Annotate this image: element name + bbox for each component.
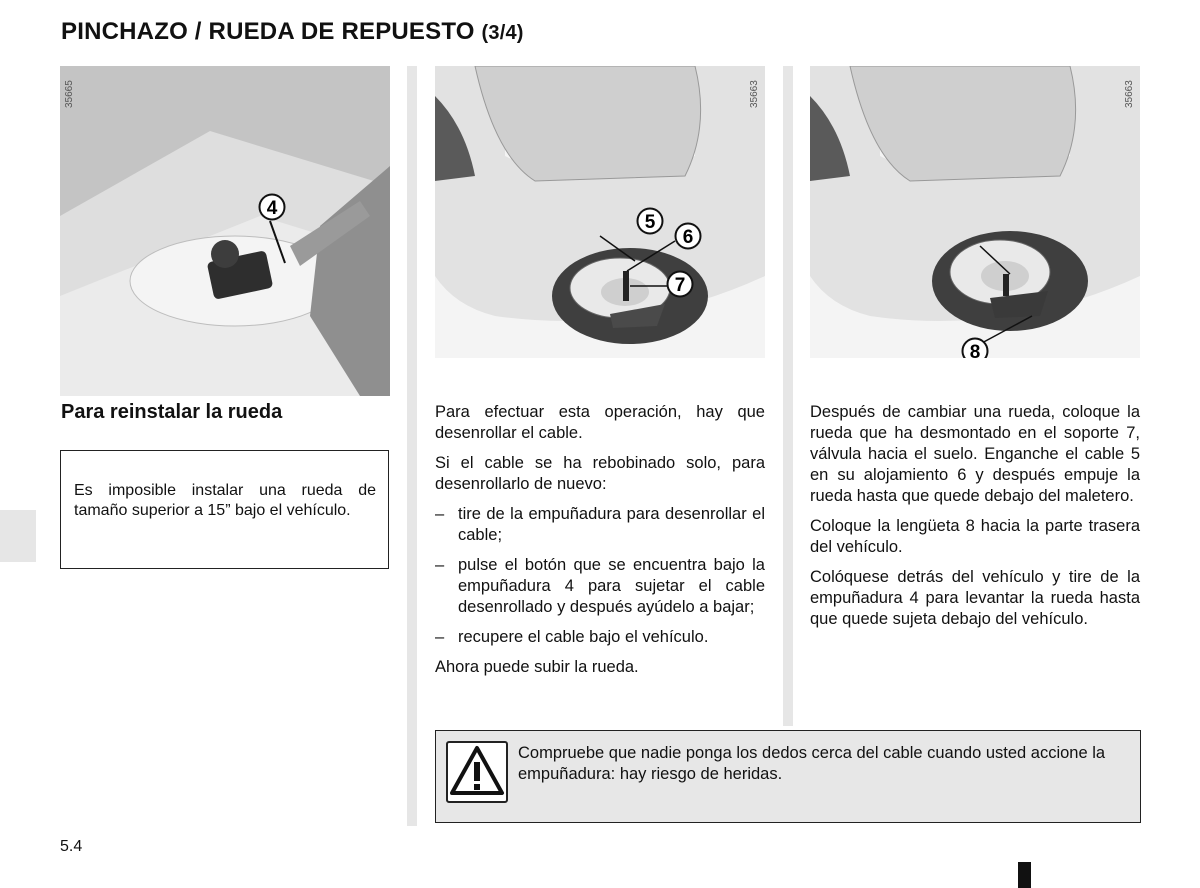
column-divider-1 xyxy=(407,66,417,826)
page-title: PINCHAZO / RUEDA DE REPUESTO (3/4) xyxy=(61,18,524,45)
warning-box xyxy=(435,730,1141,823)
page-number: 5.4 xyxy=(60,838,83,855)
paragraph: Para efectuar esta operación, hay que desenrollar el cable. xyxy=(435,403,765,442)
list-item: – recupere el cable bajo el vehículo. xyxy=(435,628,709,646)
list-item-text: tire de la empuñadura para desenrollar el cable; xyxy=(458,505,765,544)
list-item: – tire de la empuñadura para desenrollar el cable; xyxy=(435,505,765,544)
callout-7 xyxy=(668,272,693,297)
figure-code: 35663 xyxy=(749,80,760,108)
paragraph: Colóquese detrás del vehículo y tire de la empuñadura 4 para levantar la rueda hasta que quede sujeta debajo del vehículo. xyxy=(810,568,1140,628)
paragraph: Si el cable se ha rebobinado solo, para desenrollarlo de nuevo: xyxy=(435,454,765,493)
list-item-text: pulse el botón que se encuentra bajo la empuñadura 4 para sujetar el cable desenrollado y después ayúdelo a bajar; xyxy=(458,556,765,616)
svg-text:6: 6 xyxy=(682,227,694,248)
column-divider-2 xyxy=(783,66,793,726)
paragraph: Después de cambiar una rueda, coloque la rueda que ha desmontado en el soporte 7, válvula hacia el suelo. Enganche el cable 5 en su alojamiento 6 y después empuje la rueda hasta que quede debajo del maletero. xyxy=(810,403,1140,505)
note-box xyxy=(60,450,389,569)
svg-text:4: 4 xyxy=(266,198,278,219)
note-text: Es imposible instalar una rueda de tamaño superior a 15” bajo el vehículo. xyxy=(74,482,376,519)
svg-text:8: 8 xyxy=(969,342,981,358)
figure-spare-wheel-tab xyxy=(810,66,1140,358)
callout-5 xyxy=(638,209,663,234)
warning-triangle-icon xyxy=(446,741,508,803)
warning-text: Compruebe que nadie ponga los dedos cerca del cable cuando usted accione la empuñadura: hay riesgo de heridas. xyxy=(518,744,1106,783)
page-edge-marker xyxy=(1018,862,1031,888)
figure-trunk-winch xyxy=(60,66,390,396)
svg-text:5: 5 xyxy=(644,212,656,233)
callout-4 xyxy=(260,195,285,220)
figure-code: 35663 xyxy=(1124,80,1135,108)
callout-8 xyxy=(963,339,988,359)
paragraph: Ahora puede subir la rueda. xyxy=(435,658,639,676)
callout-6 xyxy=(676,224,701,249)
figure-spare-wheel-cable xyxy=(435,66,765,358)
paragraph: Coloque la lengüeta 8 hacia la parte trasera del vehículo. xyxy=(810,517,1140,556)
figure-code: 35665 xyxy=(64,80,75,108)
middle-column-text xyxy=(435,402,765,687)
section-tab xyxy=(0,510,36,562)
list-item-text: recupere el cable bajo el vehículo. xyxy=(458,628,709,646)
svg-text:7: 7 xyxy=(674,275,686,296)
list-item: – pulse el botón que se encuentra bajo la empuñadura 4 para sujetar el cable desenrollado y después ayúdelo a bajar; xyxy=(435,556,765,616)
section-heading: Para reinstalar la rueda xyxy=(61,401,283,423)
right-column-text xyxy=(810,402,1140,639)
